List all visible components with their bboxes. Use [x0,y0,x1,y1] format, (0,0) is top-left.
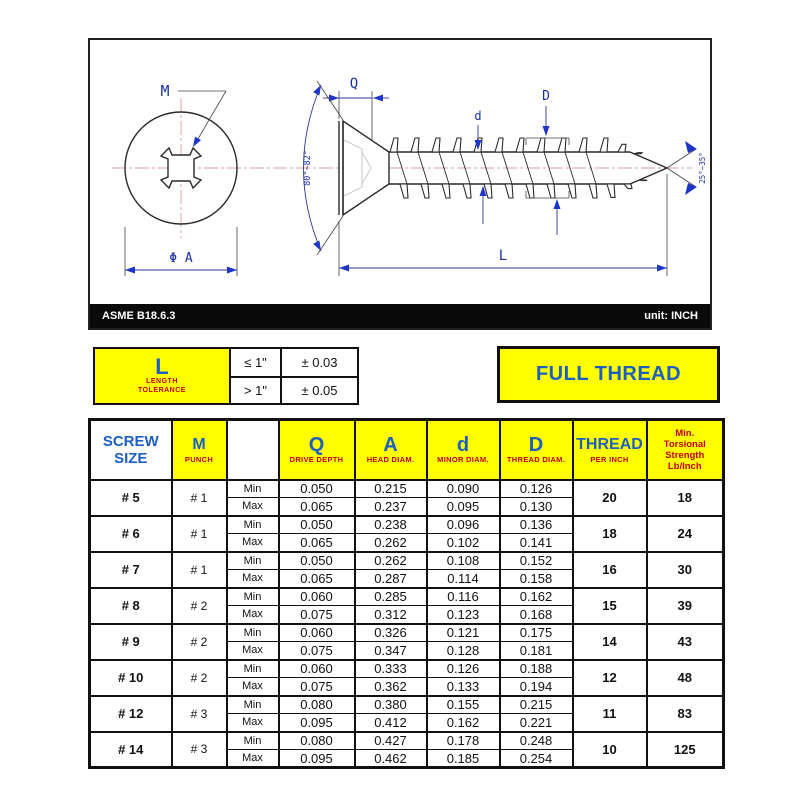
value-cell: 0.126 [500,480,573,498]
punch-cell: # 3 [172,732,227,768]
full-thread-label: FULL THREAD [535,363,682,385]
drive-depth-label: Q [349,76,359,92]
spec-row-min [90,696,724,714]
thread-per-inch-cell: 18 [573,516,647,552]
unit-label: unit: INCH [644,310,698,322]
value-cell: 0.155 [427,696,500,714]
minmax-label: Max [227,606,279,624]
value-cell: 0.362 [355,678,427,696]
header-thread-diam: D THREAD DIAM. [500,420,573,480]
tolerance-condition: ≤ 1" [229,349,280,376]
thread-per-inch-cell: 15 [573,588,647,624]
value-cell: 0.128 [427,642,500,660]
tip-angle-label: 25°~35° [698,152,707,184]
screw-size-cell: # 5 [90,480,172,516]
length-tolerance-caption: LENGTH TOLERANCE [138,378,186,394]
value-cell: 0.254 [500,750,573,768]
minmax-label: Max [227,750,279,768]
minmax-label: Min [227,732,279,750]
torsional-strength-cell: 24 [647,516,724,552]
value-cell: 0.060 [279,624,355,642]
spec-row-min [90,516,724,534]
head-angle-label: 80°~82° [303,150,313,186]
recess-label-group [160,82,226,149]
punch-cell: # 2 [172,588,227,624]
header-blank [227,420,279,480]
spec-row-min [90,588,724,606]
value-cell: 0.287 [355,570,427,588]
screw-size-cell: # 7 [90,552,172,588]
drawing-title-bar [90,304,710,328]
value-cell: 0.096 [427,516,500,534]
screw-size-cell: # 6 [90,516,172,552]
value-cell: 0.285 [355,588,427,606]
minor-diameter-label: d [474,109,482,123]
thread-per-inch-cell: 14 [573,624,647,660]
minmax-label: Max [227,534,279,552]
torsional-strength-cell: 125 [647,732,724,768]
torsional-strength-cell: 30 [647,552,724,588]
value-cell: 0.333 [355,660,427,678]
value-cell: 0.123 [427,606,500,624]
header-minor-diam: d MINOR DIAM. [427,420,500,480]
minor-diameter-dimension [474,109,486,224]
minmax-label: Max [227,678,279,696]
minmax-label: Min [227,660,279,678]
length-tolerance-header [95,349,229,403]
value-cell: 0.168 [500,606,573,624]
screw-size-cell: # 12 [90,696,172,732]
minmax-label: Max [227,498,279,516]
value-cell: 0.188 [500,660,573,678]
length-label: L [498,248,508,264]
value-cell: 0.065 [279,534,355,552]
value-cell: 0.248 [500,732,573,750]
spec-table-body [90,480,724,768]
value-cell: 0.347 [355,642,427,660]
value-cell: 0.090 [427,480,500,498]
value-cell: 0.126 [427,660,500,678]
punch-cell: # 2 [172,624,227,660]
spec-row-min [90,480,724,498]
value-cell: 0.427 [355,732,427,750]
screw-size-cell: # 10 [90,660,172,696]
tolerance-condition: > 1" [229,376,280,403]
value-cell: 0.194 [500,678,573,696]
value-cell: 0.075 [279,678,355,696]
thread-per-inch-cell: 10 [573,732,647,768]
torsional-strength-cell: 43 [647,624,724,660]
header-head-diam: A HEAD DIAM. [355,420,427,480]
header-thread-per-inch: THREAD PER INCH [573,420,647,480]
value-cell: 0.380 [355,696,427,714]
tolerance-value: ± 0.03 [280,349,357,376]
value-cell: 0.158 [500,570,573,588]
value-cell: 0.050 [279,516,355,534]
thread-diameter-label: D [542,89,550,104]
thread-per-inch-cell: 16 [573,552,647,588]
torsional-strength-cell: 83 [647,696,724,732]
value-cell: 0.215 [355,480,427,498]
value-cell: 0.050 [279,480,355,498]
torsional-strength-cell: 48 [647,660,724,696]
value-cell: 0.130 [500,498,573,516]
value-cell: 0.237 [355,498,427,516]
punch-cell: # 1 [172,516,227,552]
minmax-label: Min [227,552,279,570]
value-cell: 0.060 [279,660,355,678]
punch-cell: # 1 [172,480,227,516]
minmax-label: Min [227,696,279,714]
value-cell: 0.065 [279,570,355,588]
punch-cell: # 3 [172,696,227,732]
tolerance-value: ± 0.05 [280,376,357,403]
value-cell: 0.121 [427,624,500,642]
torsional-strength-cell: 39 [647,588,724,624]
minmax-label: Min [227,480,279,498]
minmax-label: Max [227,642,279,660]
value-cell: 0.141 [500,534,573,552]
value-cell: 0.326 [355,624,427,642]
leader-arrow-icon [190,137,201,149]
value-cell: 0.215 [500,696,573,714]
screw-size-cell: # 8 [90,588,172,624]
spec-row-min [90,732,724,750]
thread-per-inch-cell: 11 [573,696,647,732]
header-punch: M PUNCH [172,420,227,480]
technical-drawing-panel [88,38,712,330]
value-cell: 0.262 [355,552,427,570]
value-cell: 0.075 [279,642,355,660]
head-diameter-dimension [125,227,237,276]
value-cell: 0.412 [355,714,427,732]
screw-spec-table [88,418,725,769]
thread-per-inch-cell: 12 [573,660,647,696]
screw-size-cell: # 9 [90,624,172,660]
torsional-strength-cell: 18 [647,480,724,516]
value-cell: 0.162 [427,714,500,732]
head-diameter-label: Φ A [169,251,193,266]
value-cell: 0.116 [427,588,500,606]
value-cell: 0.133 [427,678,500,696]
value-cell: 0.152 [500,552,573,570]
value-cell: 0.175 [500,624,573,642]
value-cell: 0.262 [355,534,427,552]
header-drive-depth: Q DRIVE DEPTH [279,420,355,480]
header-torsional-strength: Min. Torsional Strength Lb/Inch [647,420,724,480]
recess-label: M [160,82,170,100]
value-cell: 0.185 [427,750,500,768]
length-dimension [339,174,667,276]
thread-per-inch-cell: 20 [573,480,647,516]
minmax-label: Min [227,516,279,534]
minmax-label: Min [227,624,279,642]
punch-cell: # 1 [172,552,227,588]
value-cell: 0.462 [355,750,427,768]
value-cell: 0.181 [500,642,573,660]
value-cell: 0.238 [355,516,427,534]
value-cell: 0.102 [427,534,500,552]
value-cell: 0.312 [355,606,427,624]
screw-size-cell: # 14 [90,732,172,768]
punch-cell: # 2 [172,660,227,696]
value-cell: 0.095 [279,714,355,732]
value-cell: 0.050 [279,552,355,570]
minmax-label: Max [227,714,279,732]
value-cell: 0.136 [500,516,573,534]
spec-row-min [90,624,724,642]
value-cell: 0.080 [279,732,355,750]
value-cell: 0.108 [427,552,500,570]
screw-drawing [90,40,710,304]
standard-label: ASME B18.6.3 [102,310,176,322]
minmax-label: Min [227,588,279,606]
header-screw-size: SCREW SIZE [90,420,172,480]
length-tolerance-box [93,347,359,405]
side-view-head [339,121,389,215]
value-cell: 0.095 [427,498,500,516]
minmax-label: Max [227,570,279,588]
value-cell: 0.060 [279,588,355,606]
value-cell: 0.221 [500,714,573,732]
value-cell: 0.162 [500,588,573,606]
value-cell: 0.065 [279,498,355,516]
value-cell: 0.178 [427,732,500,750]
value-cell: 0.075 [279,606,355,624]
value-cell: 0.080 [279,696,355,714]
full-thread-badge [497,346,720,403]
length-symbol: L [155,354,169,379]
spec-row-min [90,552,724,570]
spec-row-min [90,660,724,678]
value-cell: 0.114 [427,570,500,588]
value-cell: 0.095 [279,750,355,768]
